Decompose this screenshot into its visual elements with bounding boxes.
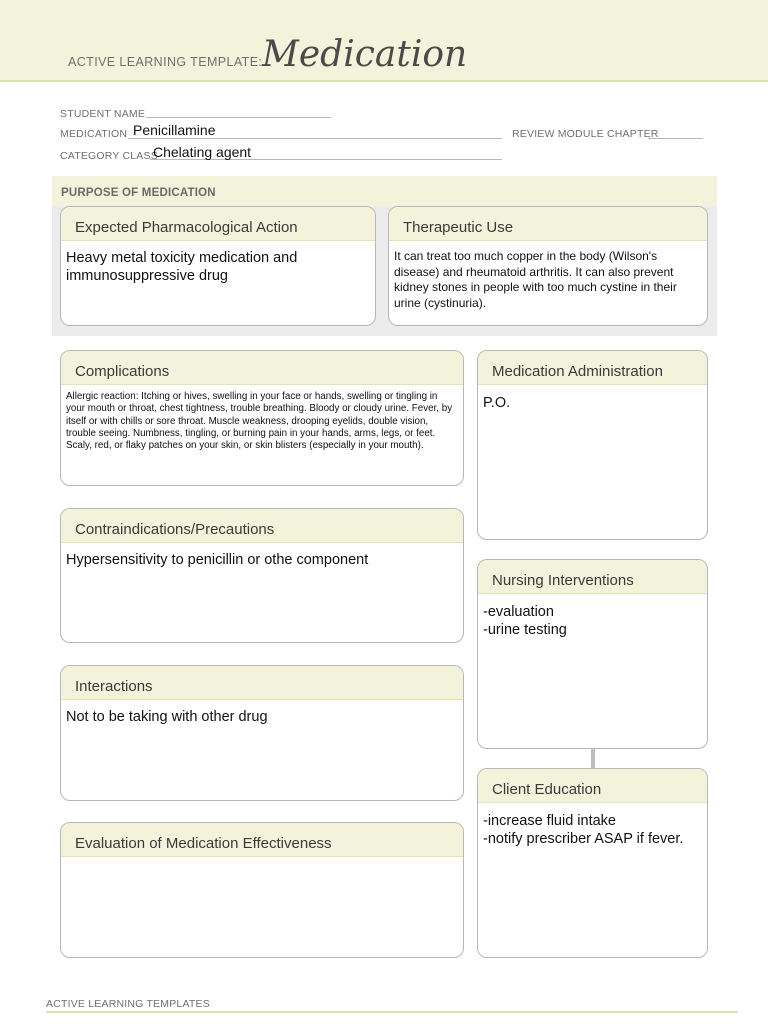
- category-class-field[interactable]: Chelating agent: [153, 144, 252, 160]
- nursing-interventions-text[interactable]: [478, 594, 707, 639]
- nursing-line: -urine testing: [483, 622, 567, 638]
- review-module-label: REVIEW MODULE CHAPTER: [512, 128, 659, 140]
- connector-line: [591, 748, 595, 769]
- student-name-line: [146, 117, 331, 118]
- evaluation-box: [60, 822, 464, 958]
- medication-field[interactable]: Penicillamine: [133, 122, 216, 138]
- client-education-line: -increase fluid intake: [483, 813, 616, 829]
- contraindications-text[interactable]: Hypersensitivity to penicillin or othe component: [66, 552, 369, 568]
- purpose-header: [52, 176, 717, 206]
- evaluation-title: Evaluation of Medication Effectiveness: [61, 823, 463, 857]
- nursing-line: -evaluation: [483, 604, 554, 620]
- administration-box: [477, 350, 708, 540]
- therapeutic-use-title: Therapeutic Use: [389, 207, 707, 241]
- review-module-line: [648, 138, 703, 139]
- therapeutic-use-text[interactable]: It can treat too much copper in the body (Wilson's disease) and rheumatoid arthritis. It can also prevent kidney stones in people with too much cystine in their urine (cystinuria).: [394, 249, 677, 310]
- administration-title: Medication Administration: [478, 351, 707, 385]
- evaluation-text[interactable]: [61, 857, 463, 865]
- template-label: ACTIVE LEARNING TEMPLATE:: [68, 55, 263, 69]
- medication-label: MEDICATION: [60, 128, 128, 140]
- complications-title: Complications: [61, 351, 463, 385]
- client-education-text[interactable]: [478, 803, 707, 848]
- contraindications-title: Contraindications/Precautions: [61, 509, 463, 543]
- footer-divider: [46, 1011, 738, 1013]
- medication-line: [128, 138, 502, 139]
- client-education-title: Client Education: [478, 769, 707, 803]
- expected-action-box: [60, 206, 376, 326]
- interactions-title: Interactions: [61, 666, 463, 700]
- client-education-line: -notify prescriber ASAP if fever.: [483, 831, 684, 847]
- expected-action-title: Expected Pharmacological Action: [61, 207, 375, 241]
- complications-text[interactable]: Allergic reaction: Itching or hives, swelling in your face or hands, swelling or tingling in your mouth or throat, chest tightness, trouble breathing. Bloody or cloudy urine. Fever, by itself or with chills or sore throat. Muscle weakness, drooping eyelids, double vision, trouble seeing. Numbness, tingling, or burning pain in your hands, arms, legs, or feet. Scaly, red, or flaky patches on your skin, or skin blisters (especially in your mouth).: [66, 391, 453, 452]
- footer-label: ACTIVE LEARNING TEMPLATES: [46, 998, 210, 1010]
- nursing-interventions-title: Nursing Interventions: [478, 560, 707, 594]
- interactions-text[interactable]: Not to be taking with other drug: [66, 709, 268, 725]
- student-name-label: STUDENT NAME: [60, 108, 146, 120]
- page-title: Medication: [262, 34, 468, 75]
- contraindications-box: [60, 508, 464, 643]
- interactions-box: [60, 665, 464, 801]
- therapeutic-use-box: [388, 206, 708, 326]
- purpose-title: PURPOSE OF MEDICATION: [61, 187, 216, 199]
- nursing-interventions-box: [477, 559, 708, 749]
- category-class-label: CATEGORY CLASS: [60, 150, 158, 162]
- client-education-box: [477, 768, 708, 958]
- complications-box: [60, 350, 464, 486]
- administration-text[interactable]: P.O.: [483, 395, 511, 411]
- expected-action-text[interactable]: Heavy metal toxicity medication and immunosuppressive drug: [66, 250, 298, 284]
